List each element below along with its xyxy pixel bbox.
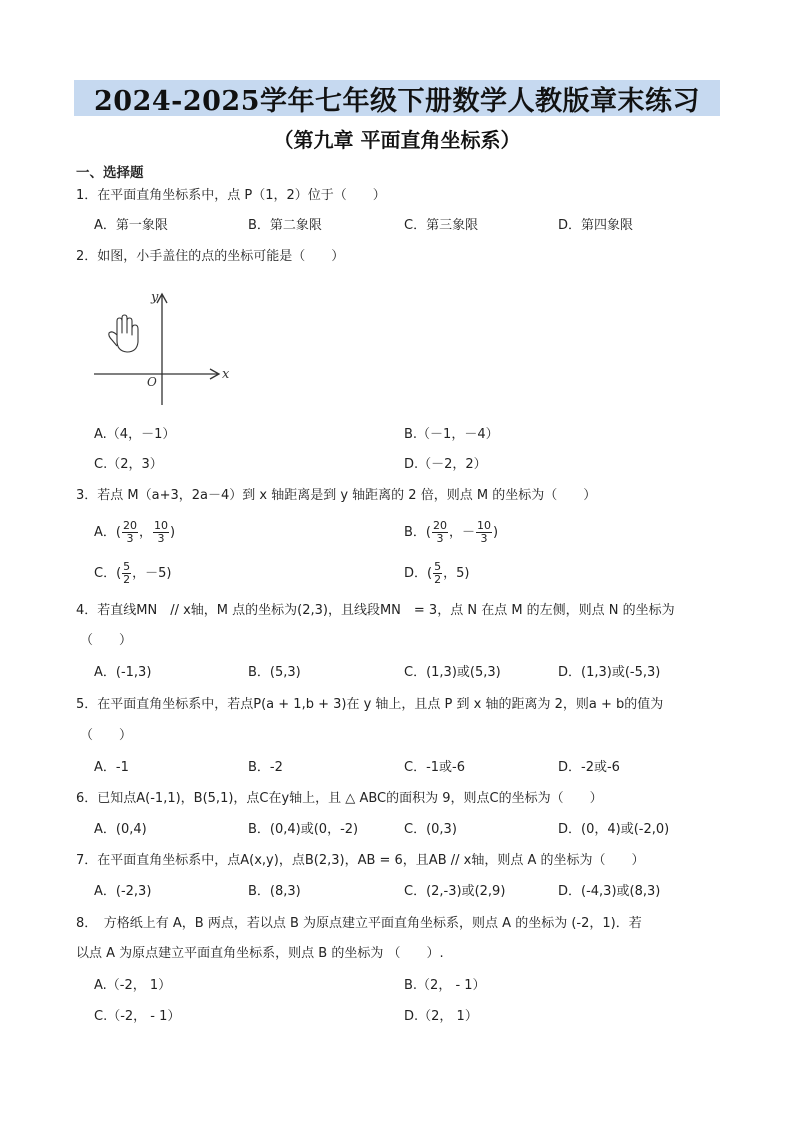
q6-option-d[interactable]: D．(0，4)或(-2,0) (558, 822, 670, 837)
q3-option-d[interactable]: D．( $\frac{5}{2}$ ，5) (404, 560, 470, 586)
q1-option-d[interactable]: D．第四象限 (558, 218, 634, 233)
q7-option-b[interactable]: B．(8,3) (248, 884, 301, 899)
q3-option-a[interactable]: A．( $\frac{20}{3}$ ， $\frac{10}{3}$ ) (94, 519, 176, 545)
q3-option-c[interactable]: C．( $\frac{5}{2}$ ，－5) (94, 560, 172, 586)
question-6-stem: 6．已知点A(-1,1)，B(5,1)，点C在y轴上，且 △ ABC的面积为 9，则点C的坐标为（ ） (76, 791, 603, 806)
q3d-frac: $\frac{5}{2}$ (434, 560, 442, 586)
q1-option-b[interactable]: B．第二象限 (248, 218, 322, 233)
q8-option-b[interactable]: B.（2， - 1） (404, 978, 486, 993)
question-2-stem: 2．如图，小手盖住的点的坐标可能是（ ） (76, 249, 345, 264)
q7-option-c[interactable]: C．(2,-3)或(2,9) (404, 884, 506, 899)
q3b-frac-2: $\frac{10}{3}$ (477, 519, 492, 545)
question-8-stem-line2: 以点 A 为原点建立平面直角坐标系，则点 B 的坐标为 （ ）. (76, 946, 444, 961)
x-axis-label: x (222, 367, 230, 382)
q6-option-a[interactable]: A．(0,4) (94, 822, 147, 837)
q7-option-a[interactable]: A．(-2,3) (94, 884, 152, 899)
q5-option-b[interactable]: B．-2 (248, 760, 283, 775)
question-5-stem-line2: （ ） (80, 728, 133, 743)
q2-option-b[interactable]: B.（－1，－4） (404, 427, 499, 442)
q7-option-d[interactable]: D．(-4,3)或(8,3) (558, 884, 661, 899)
q3b-frac-1: $\frac{20}{3}$ (433, 519, 447, 545)
section-heading: 一、选择题 (76, 165, 144, 181)
q6-option-b[interactable]: B．(0,4)或(0，-2) (248, 822, 359, 837)
origin-label: O (147, 375, 157, 389)
q4-option-c[interactable]: C．(1,3)或(5,3) (404, 665, 501, 680)
question-5-stem-line1: 5．在平面直角坐标系中，若点P(a + 1,b + 3)在 y 轴上，且点 P 到 x 轴的距离为 2，则a + b的值为 (76, 697, 664, 712)
q8-option-c[interactable]: C.（-2， - 1） (94, 1009, 181, 1024)
q8-option-d[interactable]: D.（2， 1） (404, 1009, 478, 1024)
q6-option-c[interactable]: C．(0,3) (404, 822, 457, 837)
q3d-label: D．( (404, 566, 433, 581)
q2-option-c[interactable]: C.（2，3） (94, 457, 163, 472)
page-title: 2024-2025学年七年级下册数学人教版章末练习 (94, 85, 700, 117)
question-4-stem-line1: 4．若直线MN // x轴，M 点的坐标为(2,3)，且线段MN = 3，点 N 在点 M 的左侧，则点 N 的坐标为 (76, 603, 675, 618)
q5-option-c[interactable]: C．-1或-6 (404, 760, 466, 775)
q2-option-d[interactable]: D.（－2，2） (404, 457, 487, 472)
hand-icon (109, 315, 138, 352)
q3a-label: A．( (94, 525, 121, 540)
q3a-frac-2: $\frac{10}{3}$ (153, 519, 168, 545)
question-7-stem: 7．在平面直角坐标系中，点A(x,y)，点B(2,3)，AB = 6，且AB // x轴，则点 A 的坐标为（ ） (76, 853, 645, 868)
q2-option-a[interactable]: A.（4，－1） (94, 427, 176, 442)
question-3-stem: 3．若点 M（a+3，2a－4）到 x 轴距离是到 y 轴距离的 2 倍，则点 M 的坐标为（ ） (76, 488, 597, 503)
coordinate-figure (90, 285, 240, 410)
q3-option-b[interactable]: B．( $\frac{20}{3}$ ，－ $\frac{10}{3}$ ) (404, 519, 499, 545)
q5-option-a[interactable]: A．-1 (94, 760, 129, 775)
question-1-stem: 1．在平面直角坐标系中，点 P（1，2）位于（ ） (76, 188, 386, 203)
q1-option-c[interactable]: C．第三象限 (404, 218, 479, 233)
question-4-stem-line2: （ ） (80, 633, 133, 648)
q3a-frac-1: $\frac{20}{3}$ (122, 519, 137, 545)
q5-option-d[interactable]: D．-2或-6 (558, 760, 620, 775)
q3c-frac: $\frac{5}{2}$ (123, 560, 131, 586)
question-8-stem-line1: 8． 方格纸上有 A，B 两点，若以点 B 为原点建立平面直角坐标系，则点 A 的坐标为 (-2，1)．若 (76, 916, 642, 931)
q4-option-b[interactable]: B．(5,3) (248, 665, 301, 680)
q4-option-d[interactable]: D．(1,3)或(-5,3) (558, 665, 661, 680)
page-subtitle: （第九章 平面直角坐标系） (273, 128, 521, 152)
y-axis-label: y (151, 290, 159, 305)
q3c-label: C．( (94, 566, 122, 581)
q8-option-a[interactable]: A.（-2， 1） (94, 978, 172, 993)
q3b-label: B．( (404, 525, 431, 540)
title-band (74, 80, 720, 116)
q4-option-a[interactable]: A．(-1,3) (94, 665, 152, 680)
q1-option-a[interactable]: A．第一象限 (94, 218, 168, 233)
